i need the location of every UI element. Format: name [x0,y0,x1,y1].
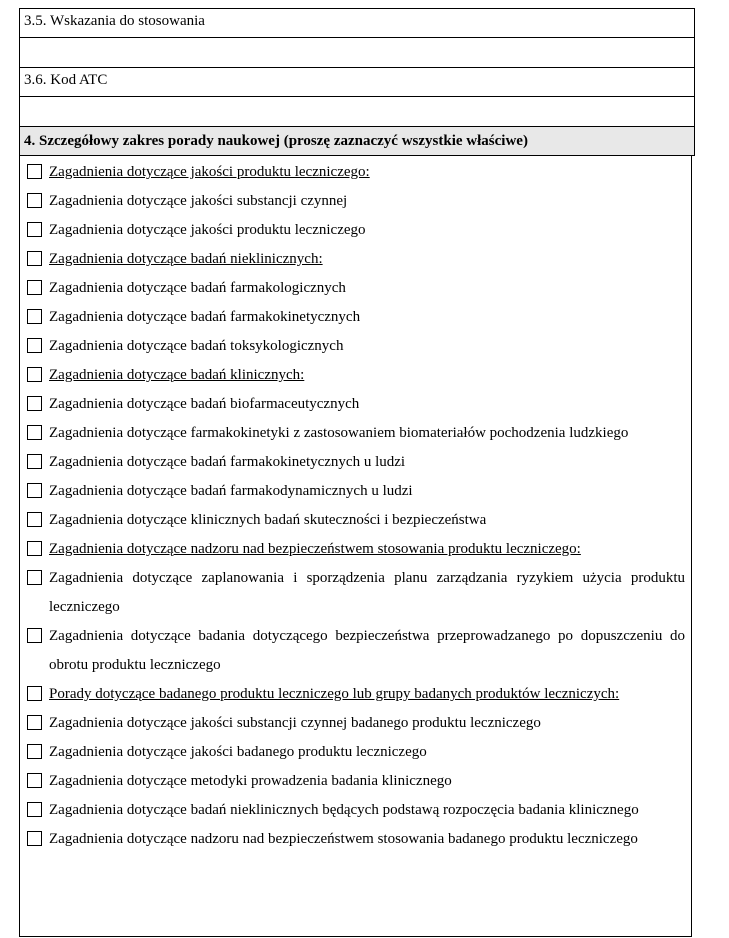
checklist-item [27,303,685,332]
checklist-item-label: Zagadnienia dotyczące badań toksykologicznych [49,338,344,354]
checklist-item-label: Zagadnienia dotyczące badań farmakokinetycznych u ludzi [49,454,406,470]
checkbox[interactable] [27,193,42,208]
checklist-item [27,564,685,622]
checkbox[interactable] [27,454,42,469]
checkbox[interactable] [27,309,42,324]
checkbox[interactable] [27,570,42,585]
checklist-item [27,506,685,535]
checklist-item [27,738,685,767]
checklist-item [27,274,685,303]
checklist-item [27,390,685,419]
checklist-category [27,361,685,390]
checklist-item-label: Zagadnienia dotyczące badań farmakokinetycznych [49,309,361,325]
checklist-item-label: Zagadnienia dotyczące nadzoru nad bezpieczeństwem stosowania badanego produktu leczniczego [49,831,638,847]
section-3-5-label: 3.5. Wskazania do stosowania [19,8,695,37]
checklist-item-label: Zagadnienia dotyczące badań nieklinicznych: [49,251,323,267]
checklist-item-label: Zagadnienia dotyczące klinicznych badań skuteczności i bezpieczeństwa [49,512,487,528]
checklist-item-label: Zagadnienia dotyczące badań farmakologicznych [49,280,346,296]
checklist-item [27,419,685,448]
checkbox[interactable] [27,483,42,498]
checklist-item-label: Zagadnienia dotyczące jakości substancji czynnej [49,193,348,209]
checkbox[interactable] [27,512,42,527]
section-4-header: 4. Szczegółowy zakres porady naukowej (proszę zaznaczyć wszystkie właściwe) [19,126,695,156]
checkbox[interactable] [27,715,42,730]
scientific-advice-form [19,8,695,937]
advice-scope-checklist [19,156,692,937]
checklist-item [27,332,685,361]
checklist-item-label: Zagadnienia dotyczące jakości badanego produktu leczniczego [49,744,427,760]
checklist-item-label: Zagadnienia dotyczące farmakokinetyki z zastosowaniem biomateriałów pochodzenia ludzkiego [49,425,629,441]
checklist-item [27,796,685,825]
checkbox[interactable] [27,396,42,411]
checkbox[interactable] [27,773,42,788]
checklist-item-label: Zagadnienia dotyczące zaplanowania i sporządzenia planu zarządzania ryzykiem użycia produktu leczniczego [49,570,685,615]
checkbox[interactable] [27,831,42,846]
checkbox[interactable] [27,628,42,643]
checkbox[interactable] [27,164,42,179]
checklist-item-label: Zagadnienia dotyczące badań nieklinicznych będących podstawą rozpoczęcia badania klinicznego [49,802,639,818]
checkbox[interactable] [27,425,42,440]
checklist-item-label: Zagadnienia dotyczące jakości produktu leczniczego: [49,164,370,180]
checklist-category [27,158,685,187]
checklist-item-label: Zagadnienia dotyczące jakości produktu leczniczego [49,222,366,238]
checkbox[interactable] [27,280,42,295]
checkbox[interactable] [27,686,42,701]
checklist-item [27,187,685,216]
section-3-6-field[interactable] [19,96,695,126]
checklist-item-label: Zagadnienia dotyczące badań biofarmaceutycznych [49,396,360,412]
checklist-item [27,448,685,477]
checklist-category [27,680,685,709]
checklist-item [27,825,685,854]
checklist-item [27,216,685,245]
checklist-item-label: Zagadnienia dotyczące badań farmakodynamicznych u ludzi [49,483,413,499]
checklist-category [27,535,685,564]
checklist-category [27,245,685,274]
checkbox[interactable] [27,802,42,817]
checkbox[interactable] [27,541,42,556]
checklist-item-label: Zagadnienia dotyczące nadzoru nad bezpieczeństwem stosowania produktu leczniczego: [49,541,581,557]
checkbox[interactable] [27,222,42,237]
checklist-item [27,767,685,796]
checkbox[interactable] [27,744,42,759]
checklist-item [27,477,685,506]
checklist-item-label: Porady dotyczące badanego produktu leczniczego lub grupy badanych produktów leczniczych: [49,686,620,702]
checkbox[interactable] [27,251,42,266]
checkbox[interactable] [27,367,42,382]
checklist-item [27,622,685,680]
section-3-5-field[interactable] [19,37,695,67]
section-3-6-label: 3.6. Kod ATC [19,67,695,96]
checklist-item-label: Zagadnienia dotyczące metodyki prowadzenia badania klinicznego [49,773,452,789]
checkbox[interactable] [27,338,42,353]
checklist-item-label: Zagadnienia dotyczące jakości substancji czynnej badanego produktu leczniczego [49,715,541,731]
checklist-item-label: Zagadnienia dotyczące badań klinicznych: [49,367,305,383]
checklist-item-label: Zagadnienia dotyczące badania dotyczącego bezpieczeństwa przeprowadzanego po dopuszczeniu do obrotu produktu leczniczego [49,628,685,673]
checklist-item [27,709,685,738]
